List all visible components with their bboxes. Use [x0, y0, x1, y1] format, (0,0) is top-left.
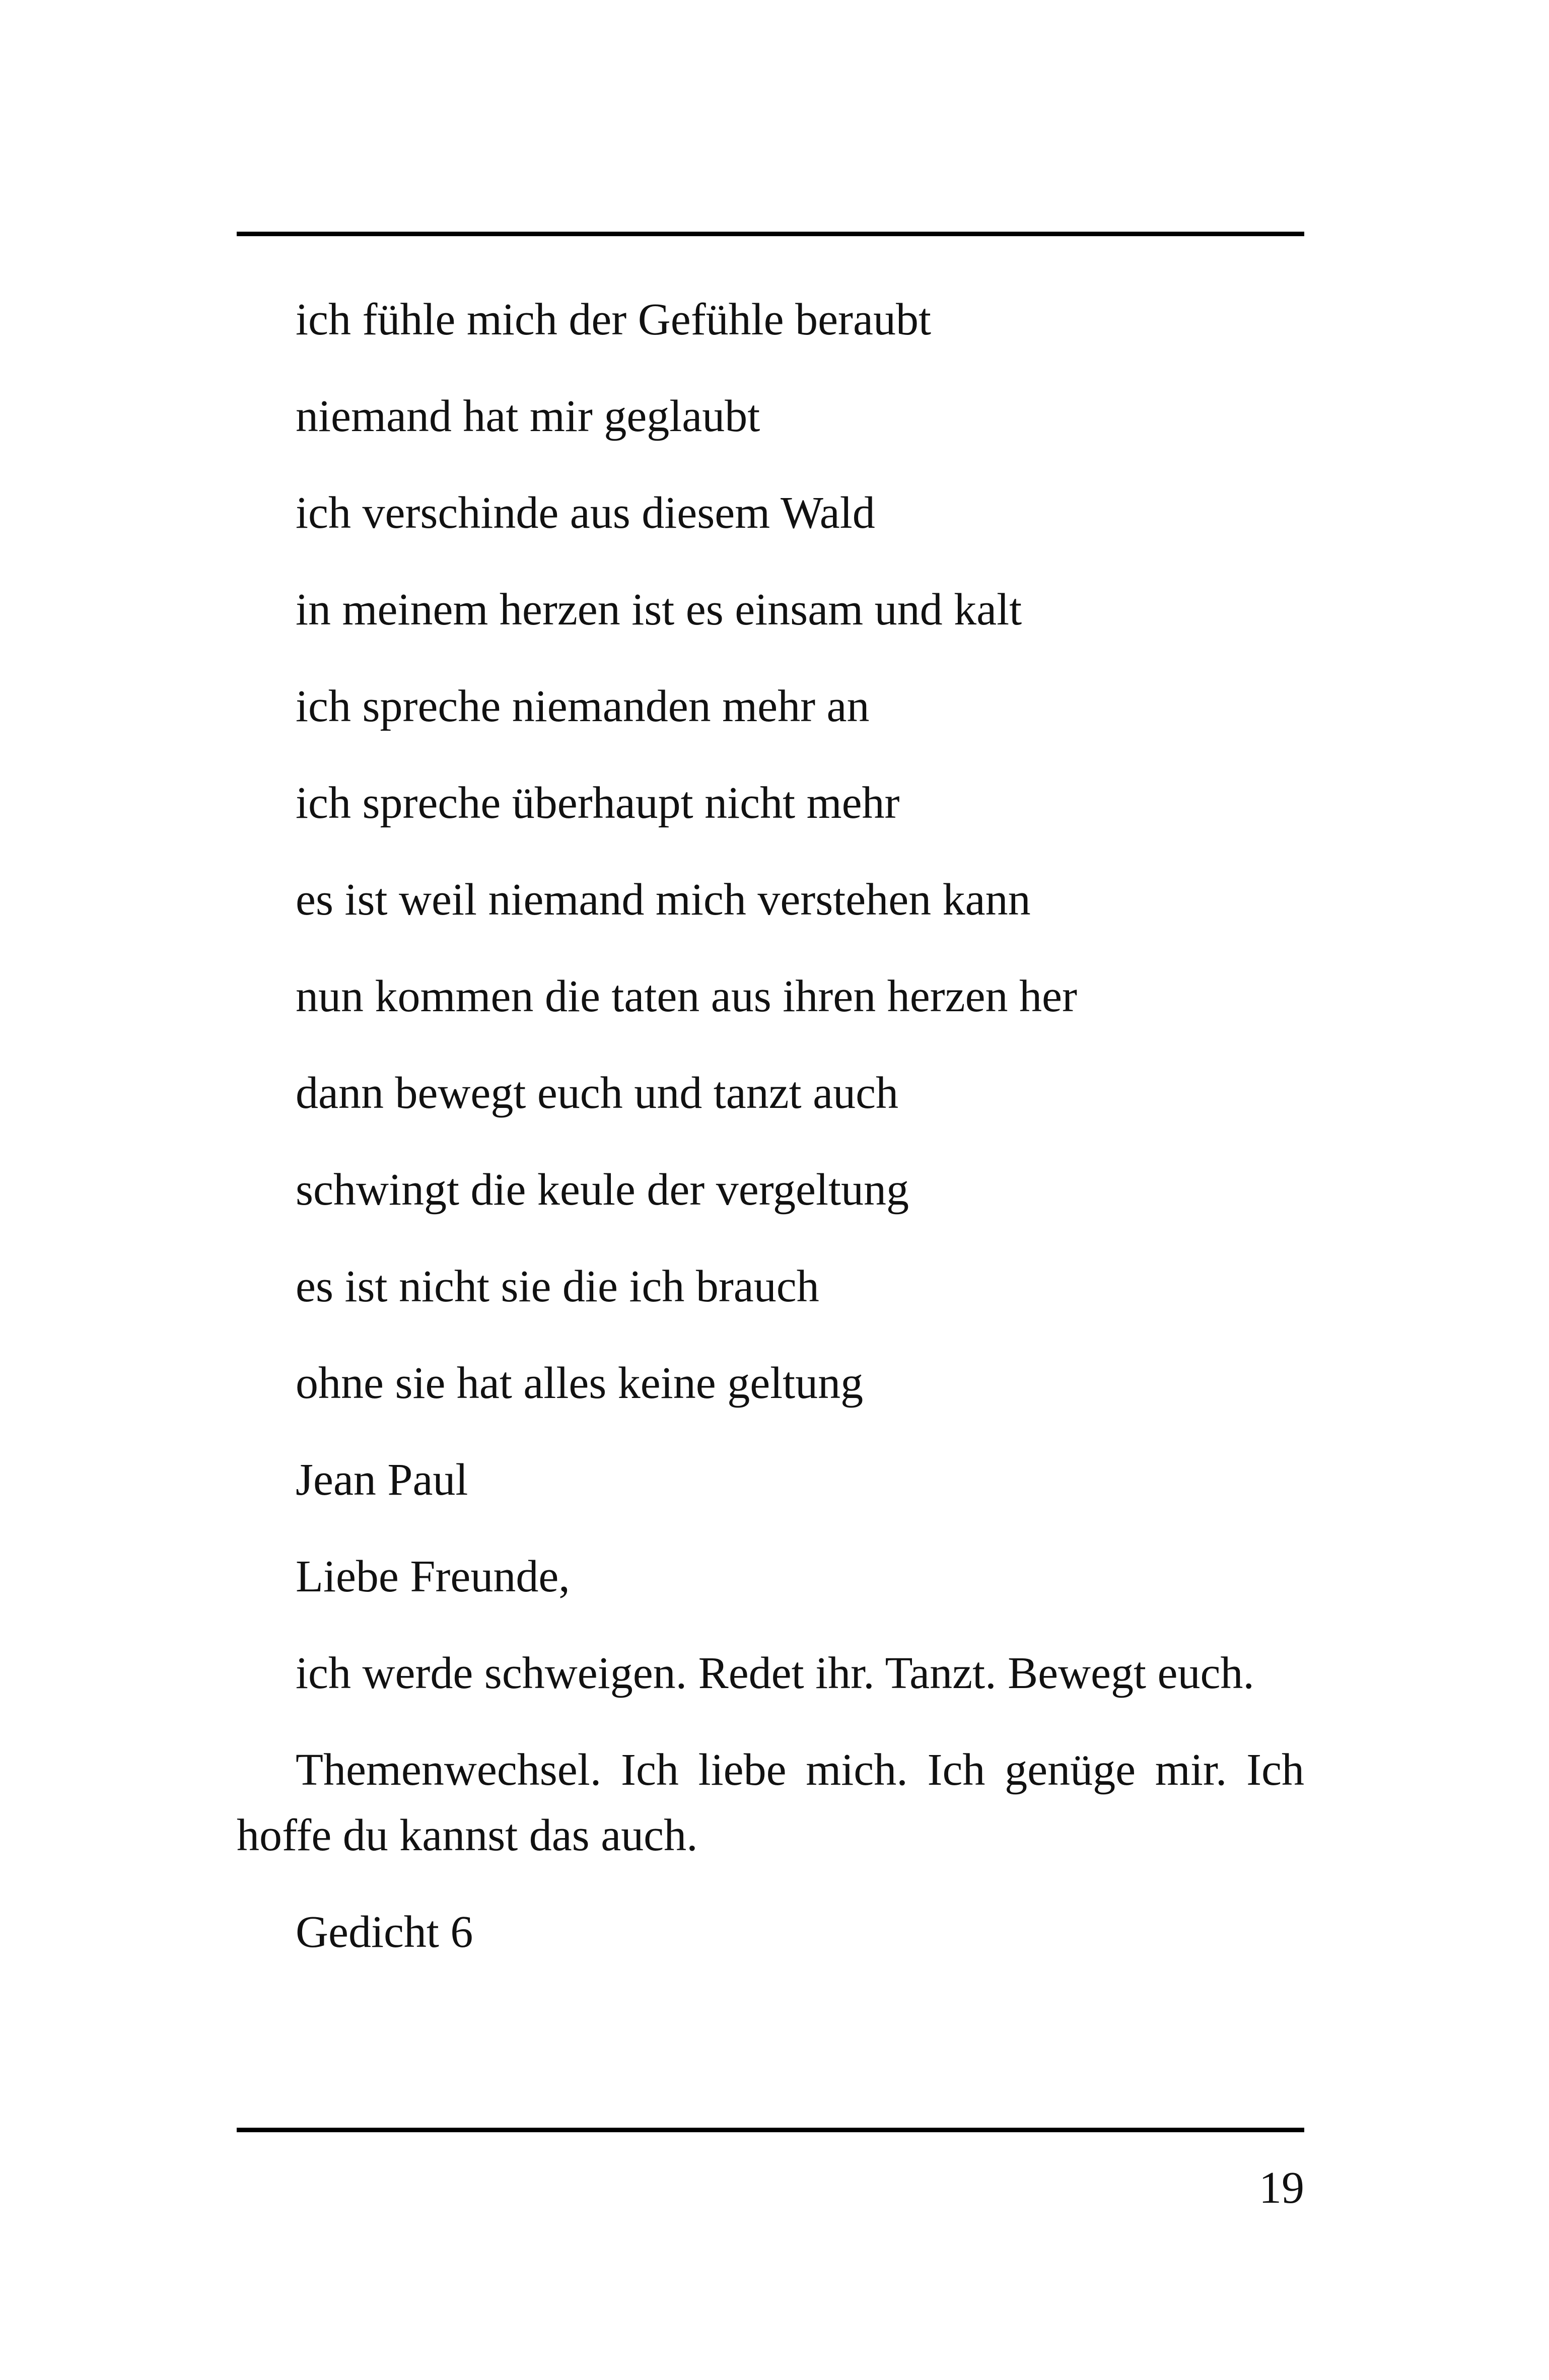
body-paragraph: Themenwechsel. Ich liebe mich. Ich genüge mir. Ich hoffe du kannst das auch.	[237, 1745, 1304, 1860]
poem-line: in meinem herzen ist es einsam und kalt	[296, 585, 1022, 635]
body-paragraph: ich werde schweigen. Redet ihr. Tanzt. Bewegt euch.	[296, 1648, 1254, 1698]
poem-line: niemand hat mir geglaubt	[296, 391, 760, 441]
salutation: Liebe Freunde,	[296, 1552, 570, 1601]
poem-line: ohne sie hat alles keine geltung	[296, 1358, 864, 1408]
author-name: Jean Paul	[296, 1455, 468, 1505]
header-rule	[237, 232, 1304, 236]
poem-line: ich spreche niemanden mehr an	[296, 681, 870, 731]
poem-line: schwingt die keule der vergeltung	[296, 1165, 909, 1215]
poem-line: es ist nicht sie die ich brauch	[296, 1262, 819, 1311]
page-number: 19	[1259, 2163, 1304, 2213]
page-body	[237, 287, 1304, 1996]
footer-rule	[237, 2128, 1304, 2132]
poem-line: ich verschinde aus diesem Wald	[296, 488, 875, 538]
poem-line: es ist weil niemand mich verstehen kann	[296, 875, 1031, 925]
poem-line: ich fühle mich der Gefühle beraubt	[296, 295, 931, 344]
poem-line: dann bewegt euch und tanzt auch	[296, 1068, 899, 1118]
poem-line: ich spreche überhaupt nicht mehr	[296, 778, 900, 828]
poem-line: nun kommen die taten aus ihren herzen her	[296, 971, 1077, 1021]
section-heading: Gedicht 6	[296, 1907, 473, 1957]
poem	[237, 287, 1304, 1416]
